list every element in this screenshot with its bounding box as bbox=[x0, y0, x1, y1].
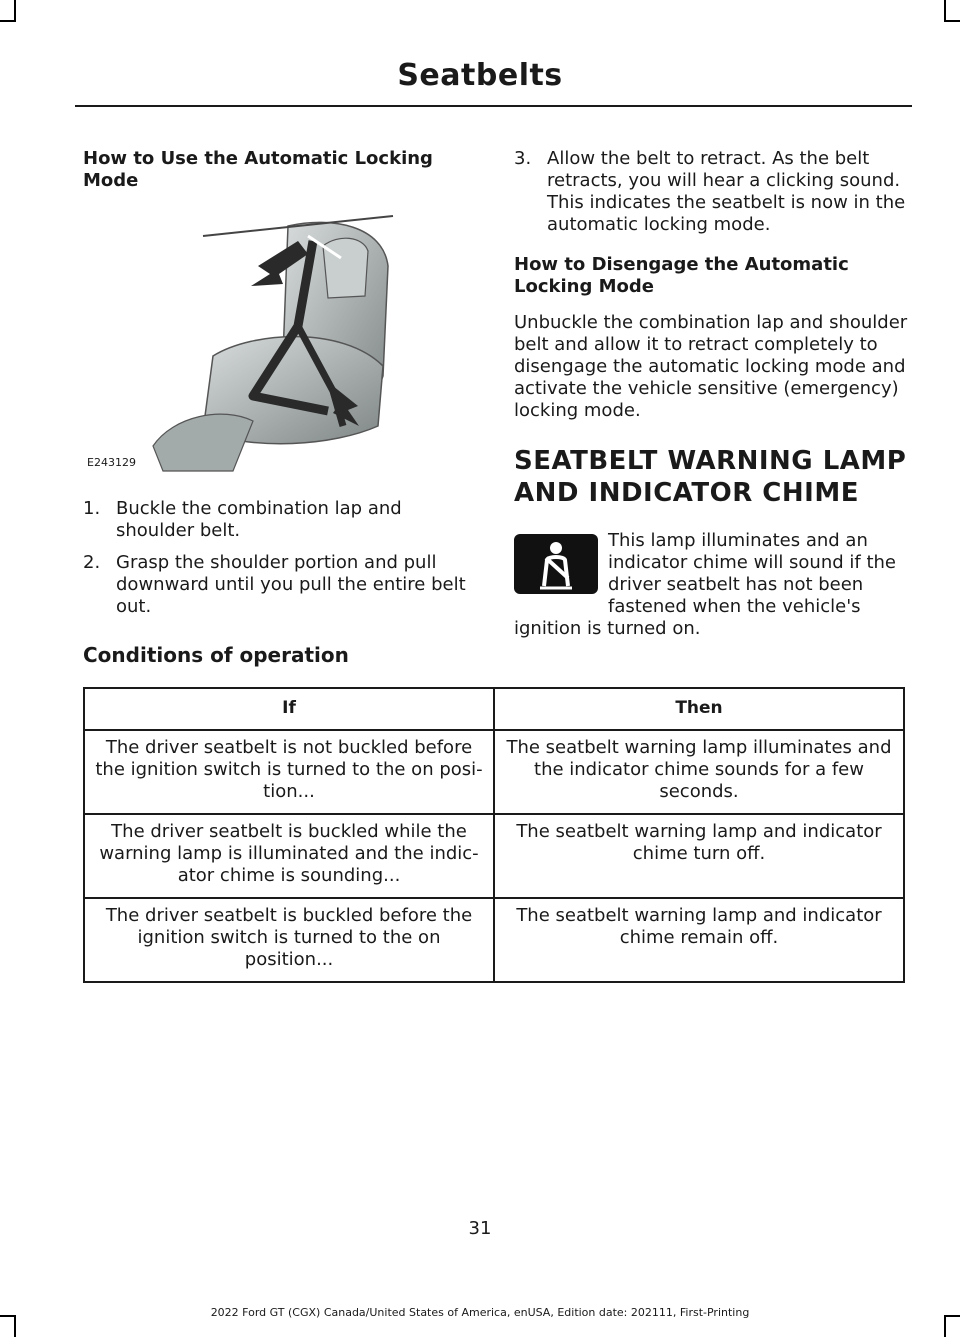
section-title-line2: AND INDICATOR CHIME bbox=[514, 478, 859, 508]
automatic-locking-subhead: How to Use the Automatic Locking Mode bbox=[83, 148, 433, 191]
lamp-text: This lamp illuminates and an indicator chime will sound if the driver seatbelt has not been fastened when the vehicle's ignition is turned on. bbox=[514, 530, 896, 639]
table-header-row bbox=[84, 688, 904, 730]
column-header-if: If bbox=[84, 688, 494, 730]
steps-list bbox=[83, 498, 475, 618]
section-title-line1: SEATBELT WARNING LAMP bbox=[514, 446, 907, 476]
step-text: Buckle the combination lap and shoulder belt. bbox=[116, 498, 402, 541]
list-item bbox=[83, 552, 475, 618]
crop-mark bbox=[944, 0, 946, 22]
left-column bbox=[83, 148, 475, 628]
header-divider bbox=[75, 105, 912, 107]
list-item bbox=[514, 148, 910, 236]
table-cell: The driver seatbelt is buckled before the ignition switch is turned to the on position... bbox=[84, 898, 494, 982]
section-title bbox=[514, 446, 910, 508]
right-column bbox=[514, 148, 910, 640]
crop-mark bbox=[944, 20, 960, 22]
disengage-text: Unbuckle the combination lap and shoulder belt and allow it to retract completely to disengage the automatic locking mode and activate the vehicle sensitive (emergency) locking mode. bbox=[514, 312, 908, 421]
table-cell: The seatbelt warning lamp illuminates and the indicator chime sounds for a few seconds. bbox=[494, 730, 904, 814]
step-number: 1. bbox=[83, 498, 101, 519]
page-title: Seatbelts bbox=[397, 58, 563, 93]
footer-text: 2022 Ford GT (CGX) Canada/United States of America, enUSA, Edition date: 202111, First-Printing bbox=[210, 1306, 750, 1319]
table-row bbox=[84, 730, 904, 814]
disengage-subhead: How to Disengage the Automatic Locking Mode bbox=[514, 254, 849, 297]
lamp-description bbox=[514, 530, 910, 640]
table-row bbox=[84, 814, 904, 898]
table-row bbox=[84, 898, 904, 982]
column-header-then: Then bbox=[494, 688, 904, 730]
conditions-table bbox=[83, 687, 905, 983]
table-cell: The seatbelt warning lamp and indicator chime turn off. bbox=[494, 814, 904, 898]
figure-id: E243129 bbox=[87, 456, 136, 469]
table-cell: The driver seatbelt is not buckled before the ignition switch is turned to the on posi-tion... bbox=[84, 730, 494, 814]
step-text: Allow the belt to retract. As the belt retracts, you will hear a clicking sound. This indicates the seatbelt is now in the automatic locking mode. bbox=[547, 148, 906, 235]
list-item bbox=[83, 498, 475, 542]
step-number: 2. bbox=[83, 552, 101, 573]
seatbelt-illustration bbox=[83, 206, 475, 476]
table-cell: The driver seatbelt is buckled while the warning lamp is illuminated and the indic-ator chime is sounding... bbox=[84, 814, 494, 898]
seatbelt-warning-icon bbox=[514, 534, 598, 594]
seat-illustration-icon bbox=[83, 206, 475, 476]
crop-mark bbox=[0, 20, 16, 22]
step-text: Grasp the shoulder portion and pull downward until you pull the entire belt out. bbox=[116, 552, 466, 617]
step-number: 3. bbox=[514, 148, 532, 169]
steps-list-continued bbox=[514, 148, 910, 236]
page-number: 31 bbox=[468, 1218, 492, 1239]
table-cell: The seatbelt warning lamp and indicator chime remain off. bbox=[494, 898, 904, 982]
crop-mark bbox=[14, 0, 16, 22]
conditions-title: Conditions of operation bbox=[83, 643, 349, 667]
